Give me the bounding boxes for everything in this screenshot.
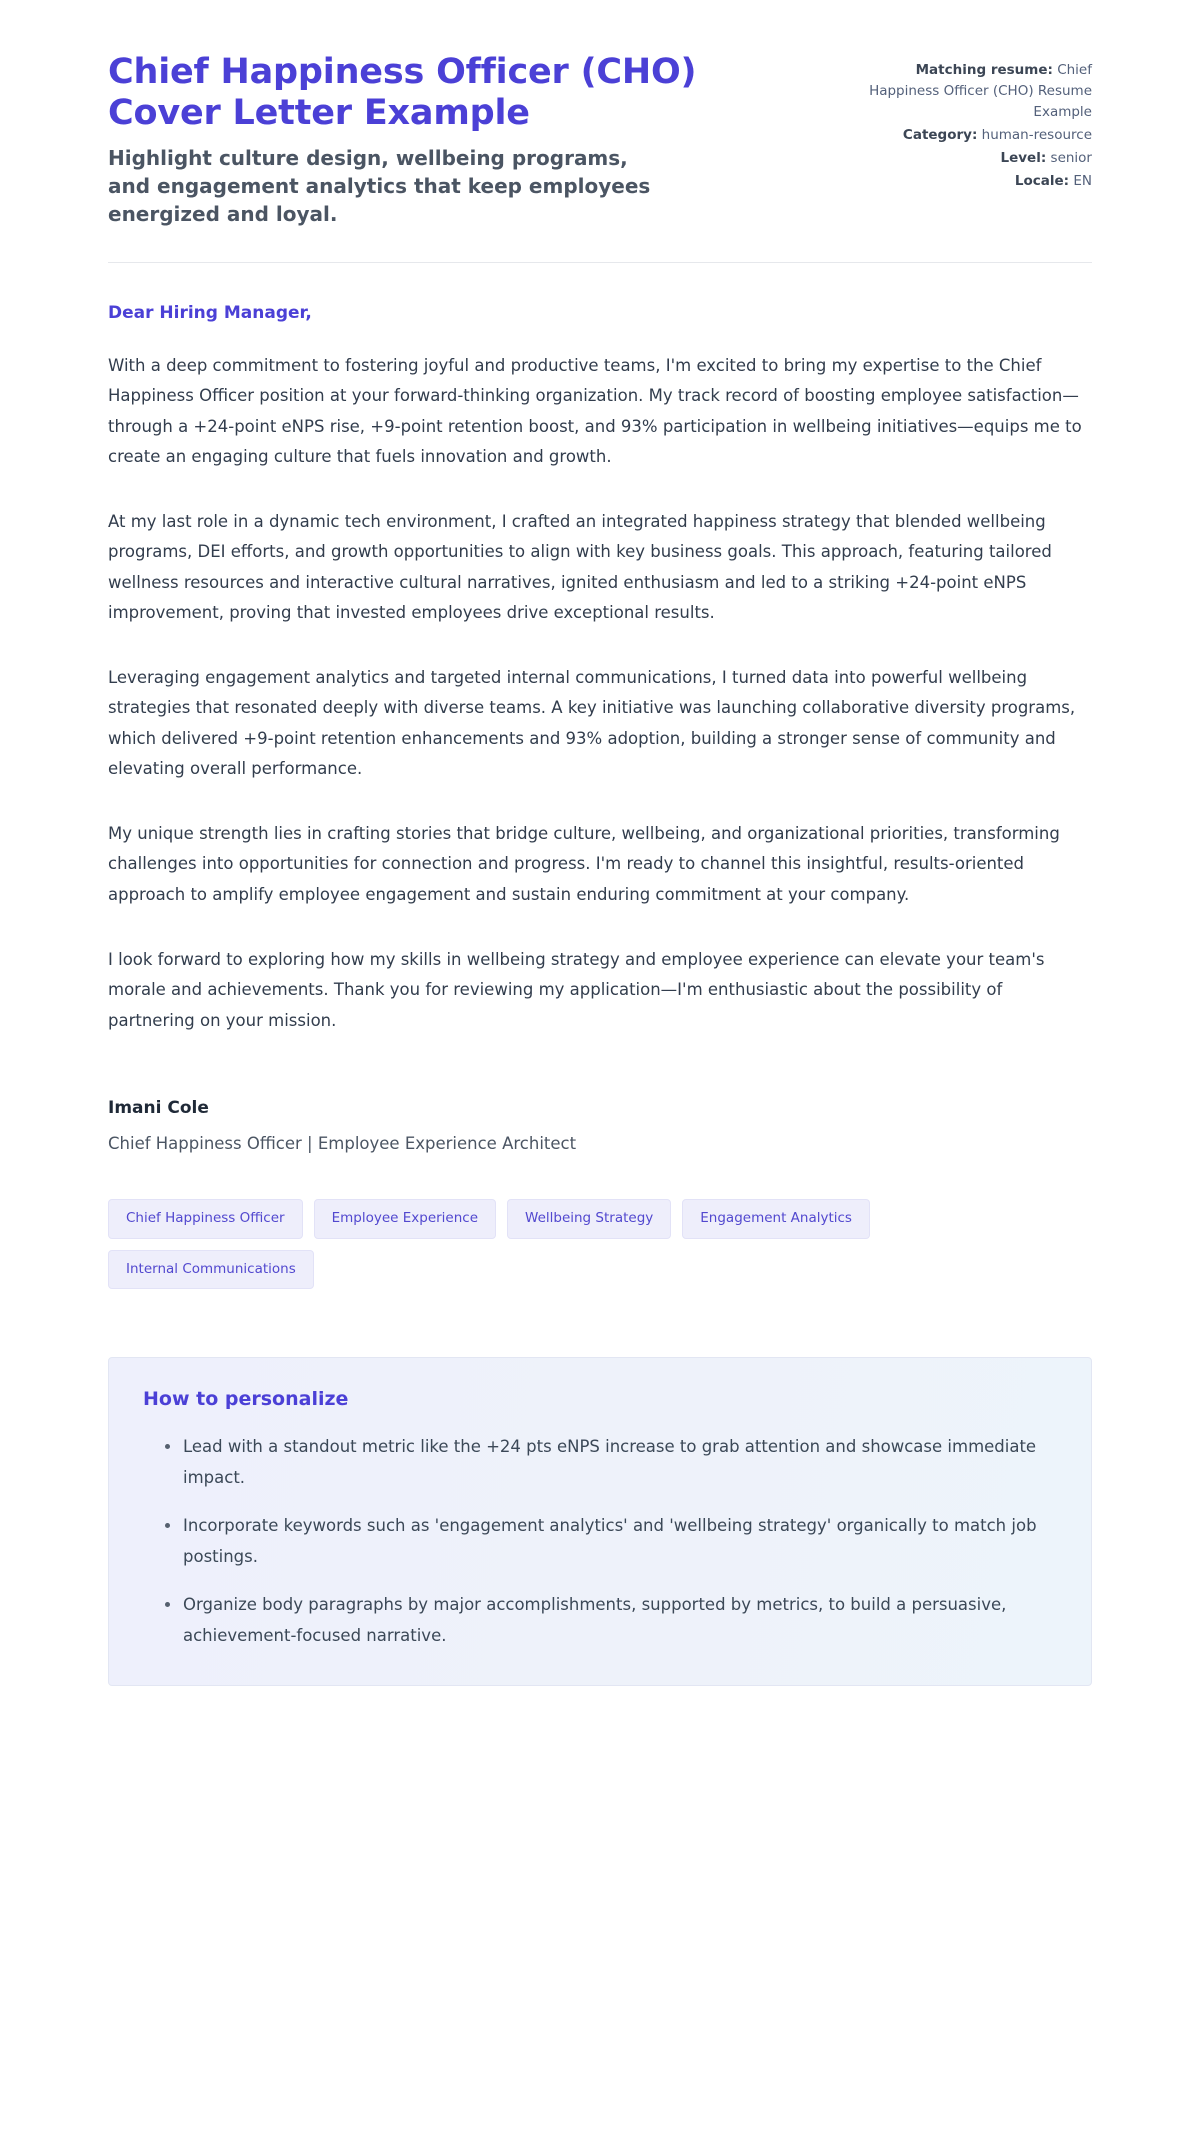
metadata-label: Category:: [902, 126, 978, 143]
how-to-personalize-callout: [108, 1357, 1092, 1686]
letter-paragraph: I look forward to exploring how my skills in wellbeing strategy and employee experience can elevate your team's morale and achievements. Thank you for reviewing my application—I'm enthusiastic about the possibility of partnering on your mission.: [108, 949, 1045, 1030]
callout-list-item: Lead with a standout metric like the +24 pts eNPS increase to grab attention and showcase immediate impact.: [165, 1432, 1053, 1493]
tag-chip[interactable]: Wellbeing Strategy: [507, 1199, 671, 1239]
callout-title: How to personalize: [143, 1388, 349, 1411]
tag-chip[interactable]: Chief Happiness Officer: [108, 1199, 303, 1239]
salutation: Dear Hiring Manager,: [108, 302, 312, 323]
signature-block: [108, 1036, 1092, 1153]
signature-name: Imani Cole: [108, 1098, 209, 1119]
page-subtitle: Highlight culture design, wellbeing programs, and engagement analytics that keep employees energized and loyal.: [108, 145, 651, 227]
metadata-row-locale: [862, 171, 1092, 192]
metadata-label: Locale:: [1014, 172, 1070, 189]
callout-list-item: Organize body paragraphs by major accomplishments, supported by metrics, to build a persuasive, achievement-focused narrative.: [165, 1590, 1053, 1651]
letter-paragraph: My unique strength lies in crafting stories that bridge culture, wellbeing, and organizational priorities, transforming challenges into opportunities for connection and progress. I'm ready to channel this insightful, results-oriented approach to amplify employee engagement and sustain enduring commitment at your company.: [108, 823, 1060, 904]
header-title-block: [108, 52, 808, 229]
letter-paragraph: Leveraging engagement analytics and targeted internal communications, I turned data into powerful wellbeing strategies that resonated deeply with diverse teams. A key initiative was launching collaborative diversity programs, which delivered +9-point retention enhancements and 93% adoption, building a stronger sense of community and elevating overall performance.: [108, 667, 1076, 779]
letter-body: [108, 263, 1092, 1036]
metadata-label: Level:: [1000, 149, 1047, 166]
page-title: Chief Happiness Officer (CHO) Cover Letter Example: [108, 52, 697, 134]
tag-chip[interactable]: Engagement Analytics: [682, 1199, 870, 1239]
metadata-row-level: [862, 148, 1092, 169]
metadata-row-category: [862, 125, 1092, 146]
metadata-value: senior: [1050, 149, 1092, 166]
metadata-row-matching-resume: [862, 60, 1092, 123]
letter-paragraph: At my last role in a dynamic tech environment, I crafted an integrated happiness strategy that blended wellbeing programs, DEI efforts, and growth opportunities to align with key business goals. This approach, featuring tailored wellness resources and interactive cultural narratives, ignited enthusiasm and led to a striking +24-point eNPS improvement, proving that invested employees drive exceptional results.: [108, 511, 1052, 623]
letter-paragraph: With a deep commitment to fostering joyful and productive teams, I'm excited to bring my expertise to the Chief Happiness Officer position at your forward-thinking organization. My track record of boosting employee satisfaction—through a +24-point eNPS rise, +9-point retention boost, and 93% participation in wellbeing initiatives—equips me to create an engaging culture that fuels innovation and growth.: [108, 355, 1082, 467]
tag-chip[interactable]: Internal Communications: [108, 1250, 314, 1290]
tag-chip[interactable]: Employee Experience: [314, 1199, 496, 1239]
tag-list: [108, 1153, 1018, 1289]
page-header: [108, 0, 1092, 229]
metadata-value: EN: [1073, 172, 1092, 189]
metadata-value: human-resource: [981, 126, 1092, 143]
callout-list: [143, 1432, 1057, 1651]
metadata-panel: [862, 52, 1092, 194]
callout-list-item: Incorporate keywords such as 'engagement analytics' and 'wellbeing strategy' organically to match job postings.: [165, 1511, 1053, 1572]
metadata-label: Matching resume:: [915, 62, 1053, 78]
metadata-value: Chief Happiness Officer (CHO) Resume Example: [869, 62, 1092, 120]
signature-role: Chief Happiness Officer | Employee Experience Architect: [108, 1134, 577, 1154]
